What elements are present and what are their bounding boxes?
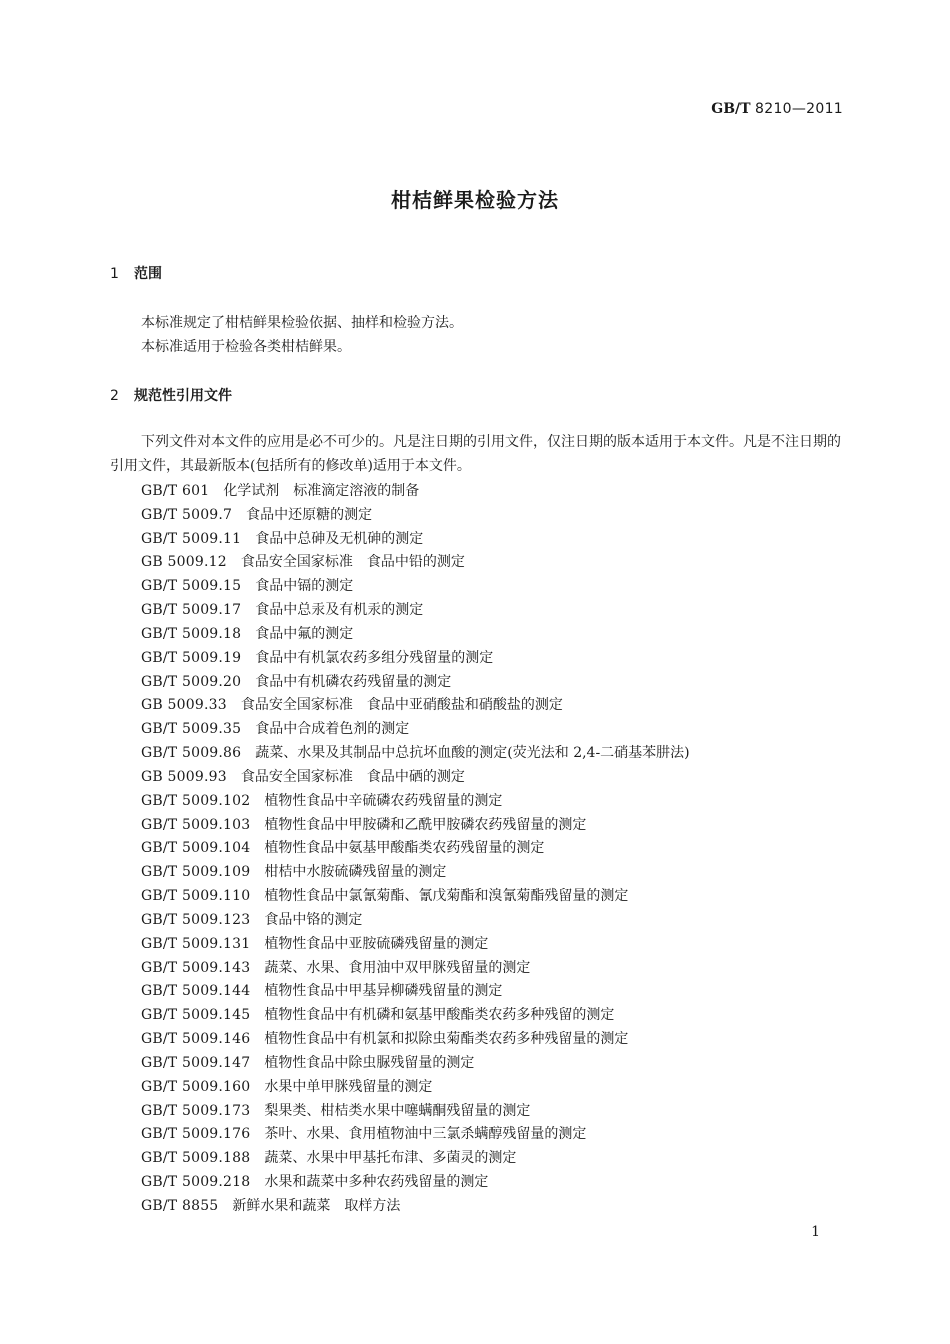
reference-title: 植物性食品中亚胺硫磷残留量的测定 [264, 935, 489, 952]
reference-code: GB/T 5009.11 [141, 530, 242, 547]
reference-item [141, 718, 841, 742]
standard-number: 8210—2011 [755, 101, 843, 117]
reference-title: 食品中有机磷农药残留量的测定 [255, 673, 452, 690]
reference-code: GB/T 5009.188 [141, 1150, 251, 1167]
reference-item [141, 814, 841, 838]
reference-title: 植物性食品中除虫脲残留量的测定 [264, 1054, 475, 1071]
reference-item [141, 1100, 841, 1124]
reference-item [141, 1028, 841, 1052]
reference-item [141, 528, 841, 552]
reference-item [141, 837, 841, 861]
reference-item [141, 1195, 841, 1219]
section-1-heading [110, 263, 162, 283]
reference-item [141, 861, 841, 885]
section-title: 范围 [134, 266, 162, 282]
reference-code: GB/T 5009.160 [141, 1078, 251, 1095]
reference-code: GB/T 5009.19 [141, 649, 242, 666]
reference-code: GB/T 5009.131 [141, 935, 251, 952]
reference-title: 植物性食品中氨基甲酸酯类农药残留量的测定 [264, 840, 545, 857]
reference-item [141, 909, 841, 933]
reference-title: 食品中铬的测定 [264, 911, 363, 928]
reference-title: 食品中总汞及有机汞的测定 [255, 602, 424, 619]
reference-title: 植物性食品中氯氰菊酯、氰戊菊酯和溴氰菊酯残留量的测定 [264, 888, 629, 905]
reference-list [141, 480, 841, 1219]
standard-code [711, 101, 843, 117]
reference-title: 植物性食品中辛硫磷农药残留量的测定 [264, 792, 503, 809]
reference-code: GB/T 8855 [141, 1197, 219, 1214]
section-number: 1 [110, 266, 119, 282]
reference-code: GB/T 5009.145 [141, 1007, 251, 1024]
reference-title: 食品安全国家标准 食品中亚硝酸盐和硝酸盐的测定 [240, 697, 563, 714]
reference-code: GB 5009.33 [141, 697, 227, 714]
reference-title: 茶叶、水果、食用植物油中三氯杀螨醇残留量的测定 [264, 1126, 587, 1143]
reference-code: GB 5009.93 [141, 768, 227, 785]
reference-title: 食品中合成着色剂的测定 [255, 721, 410, 738]
reference-item [141, 575, 841, 599]
reference-title: 植物性食品中甲胺磷和乙酰甲胺磷农药残留量的测定 [264, 816, 587, 833]
reference-item [141, 1171, 841, 1195]
reference-code: GB/T 5009.146 [141, 1031, 251, 1048]
reference-title: 水果和蔬菜中多种农药残留量的测定 [264, 1174, 489, 1191]
reference-title: 食品中氟的测定 [255, 625, 354, 642]
reference-code: GB/T 5009.176 [141, 1126, 251, 1143]
reference-code: GB/T 5009.109 [141, 864, 251, 881]
reference-title: 化学试剂 标准滴定溶液的制备 [223, 483, 420, 499]
reference-title: 食品中总砷及无机砷的测定 [255, 530, 424, 547]
reference-code: GB/T 5009.86 [141, 745, 242, 762]
reference-code: GB/T 5009.18 [141, 625, 242, 642]
section-2-intro: 下列文件对本文件的应用是必不可少的。凡是注日期的引用文件，仅注日期的版本适用于本文件。凡是不注日期的引用文件，其最新版本(包括所有的修改单)适用于本文件。 [110, 434, 841, 474]
reference-title: 食品中还原糖的测定 [246, 506, 373, 523]
section-title: 规范性引用文件 [134, 388, 232, 404]
reference-code: GB/T 5009.147 [141, 1054, 251, 1071]
reference-item [141, 742, 841, 766]
reference-title: 植物性食品中有机磷和氨基甲酸酯类农药多种残留的测定 [264, 1007, 615, 1024]
document-title: 柑桔鲜果检验方法 [391, 188, 559, 212]
reference-title: 食品中镉的测定 [255, 578, 354, 595]
reference-item [141, 694, 841, 718]
reference-title: 食品中有机氯农药多组分残留量的测定 [255, 649, 494, 666]
reference-code: GB/T 5009.144 [141, 983, 251, 1000]
paragraph: 本标准规定了柑桔鲜果检验依据、抽样和检验方法。 [141, 315, 463, 331]
reference-code: GB/T 5009.104 [141, 840, 251, 857]
reference-item [141, 1076, 841, 1100]
reference-item [141, 885, 841, 909]
reference-title: 蔬菜、水果及其制品中总抗坏血酸的测定(荧光法和 2,4-二硝基苯肼法) [255, 745, 690, 762]
section-1-body [110, 312, 850, 360]
reference-code: GB/T 5009.102 [141, 792, 251, 809]
reference-code: GB/T 5009.143 [141, 959, 251, 976]
reference-title: 食品安全国家标准 食品中硒的测定 [240, 768, 465, 785]
reference-code: GB/T 5009.218 [141, 1174, 251, 1191]
section-2-heading [110, 385, 232, 405]
reference-item [141, 480, 841, 504]
reference-code: GB/T 5009.35 [141, 721, 242, 738]
reference-title: 植物性食品中有机氯和拟除虫菊酯类农药多种残留量的测定 [264, 1031, 629, 1048]
reference-item [141, 790, 841, 814]
reference-code: GB/T 601 [141, 483, 210, 499]
reference-item [141, 1147, 841, 1171]
reference-item [141, 1123, 841, 1147]
reference-code: GB/T 5009.123 [141, 911, 251, 928]
reference-item [141, 1004, 841, 1028]
reference-code: GB/T 5009.17 [141, 602, 242, 619]
reference-code: GB/T 5009.7 [141, 506, 233, 523]
paragraph: 本标准适用于检验各类柑桔鲜果。 [141, 338, 351, 355]
reference-code: GB/T 5009.20 [141, 673, 242, 690]
reference-item [141, 504, 841, 528]
reference-title: 蔬菜、水果中甲基托布津、多菌灵的测定 [264, 1150, 517, 1167]
reference-item [141, 623, 841, 647]
reference-item [141, 671, 841, 695]
standard-prefix: GB/T [711, 101, 751, 117]
reference-item [141, 551, 841, 575]
reference-item [141, 957, 841, 981]
reference-title: 蔬菜、水果、食用油中双甲脒残留量的测定 [264, 959, 531, 976]
reference-code: GB/T 5009.15 [141, 578, 242, 595]
reference-code: GB/T 5009.103 [141, 816, 251, 833]
reference-title: 新鲜水果和蔬菜 取样方法 [232, 1197, 401, 1214]
reference-item [141, 1052, 841, 1076]
reference-title: 植物性食品中甲基异柳磷残留量的测定 [264, 983, 503, 1000]
section-number: 2 [110, 388, 119, 404]
reference-item [141, 599, 841, 623]
reference-title: 食品安全国家标准 食品中铅的测定 [240, 554, 465, 571]
reference-title: 梨果类、柑桔类水果中噻螨酮残留量的测定 [264, 1102, 531, 1119]
reference-code: GB/T 5009.110 [141, 888, 251, 905]
reference-item [141, 933, 841, 957]
reference-title: 水果中单甲脒残留量的测定 [264, 1078, 433, 1095]
reference-item [141, 766, 841, 790]
reference-code: GB 5009.12 [141, 554, 227, 571]
page-number: 1 [811, 1224, 820, 1240]
reference-code: GB/T 5009.173 [141, 1102, 251, 1119]
reference-title: 柑桔中水胺硫磷残留量的测定 [264, 864, 447, 881]
reference-item [141, 647, 841, 671]
reference-item [141, 980, 841, 1004]
